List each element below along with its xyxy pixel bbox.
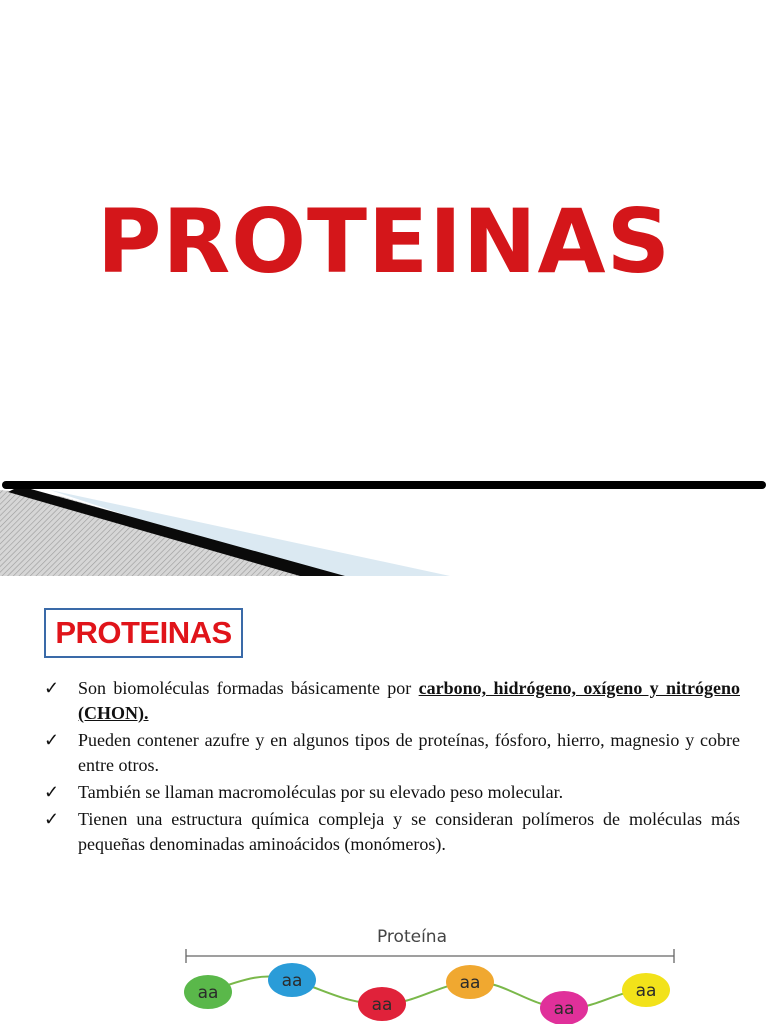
bullet-bold-text: carbono, hidrógeno, oxígeno y nitrógeno (CHON). — [78, 678, 740, 723]
checkmark-icon: ✓ — [44, 730, 60, 750]
amino-acid-label: aa — [197, 983, 219, 1003]
diagram-label: Proteína — [376, 927, 448, 947]
amino-acid-label: aa — [553, 999, 575, 1019]
section-title-box: PROTEINAS — [44, 608, 243, 658]
amino-acid-label: aa — [635, 981, 657, 1001]
bullet-item — [40, 807, 740, 857]
decorative-divider — [0, 470, 768, 576]
bullet-text: Son biomoléculas formadas básicamente por — [78, 678, 419, 698]
amino-acid-label: aa — [459, 973, 481, 993]
bullet-text: Pueden contener azufre y en algunos tipos de proteínas, fósforo, hierro, magnesio y cobre entre otros. — [78, 730, 740, 775]
checkmark-icon: ✓ — [44, 782, 60, 802]
bullet-item — [40, 780, 740, 805]
bullet-item — [40, 676, 740, 726]
slide-title: PROTEINAS — [96, 190, 672, 293]
protein-chain-diagram — [176, 920, 696, 1024]
bullet-item — [40, 728, 740, 778]
bullet-text: Tienen una estructura química compleja y se consideran polímeros de moléculas más pequeñas denominadas aminoácidos (monómeros). — [78, 809, 740, 854]
checkmark-icon: ✓ — [44, 809, 60, 829]
checkmark-icon: ✓ — [44, 678, 60, 698]
content-slide — [0, 576, 768, 1024]
bullet-list — [40, 676, 740, 859]
amino-acid-label: aa — [281, 971, 303, 991]
bullet-text: También se llaman macromoléculas por su elevado peso molecular. — [78, 782, 564, 802]
amino-acid-label: aa — [371, 995, 393, 1015]
